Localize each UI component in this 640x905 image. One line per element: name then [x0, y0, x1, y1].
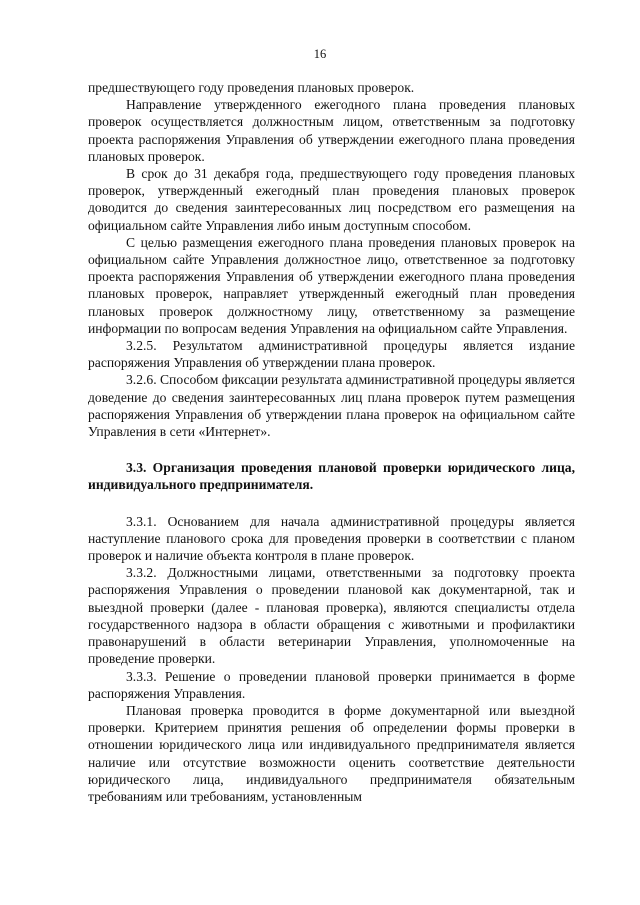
paragraph: 3.3.2. Должностными лицами, ответственными за подготовку проекта распоряжения Управления о проведении плановой как документарной, так и выездной проверки (далее - плановая проверка), являются специалисты отдела государственного надзора в области обращения с животными и профилактики правонарушений в области ветеринарии Управления, уполномоченные на проведение проверки.: [88, 565, 575, 667]
document-body: [88, 79, 575, 805]
paragraph: 3.2.5. Результатом административной процедуры является издание распоряжения Управления об утверждении плана проверок.: [88, 338, 575, 371]
paragraph: 3.2.6. Способом фиксации результата административной процедуры является доведение до сведения заинтересованных лиц плана проверок путем размещения распоряжения Управления об утверждении плана проверок на официальном сайте Управления в сети «Интернет».: [88, 372, 575, 440]
paragraph: В срок до 31 декабря года, предшествующего году проведения плановых проверок, утвержденный ежегодный план проведения плановых проверок доводится до сведения заинтересованных лиц посредством его размещения на официальном сайте Управления либо иным доступным способом.: [88, 166, 575, 233]
paragraph: Плановая проверка проводится в форме документарной или выездной проверки. Критерием принятия решения об определении формы проверки в отношении юридического лица или индивидуального предпринимателя является наличие или отсутствие возможности оценить соответствие деятельности юридического лица, индивидуального предпринимателя обязательным требованиям или требованиям, установленным: [88, 702, 575, 804]
paragraph: Направление утвержденного ежегодного плана проведения плановых проверок осуществляется должностным лицом, ответственным за подготовку проекта распоряжения Управления об утверждении ежегодного плана проведения плановых проверок.: [88, 97, 575, 164]
paragraph: С целью размещения ежегодного плана проведения плановых проверок на официальном сайте Управления должностное лицо, ответственное за подготовку проекта распоряжения Управления об утверждении ежегодного плана проведения плановых проверок, направляет утвержденный ежегодный план проведения плановых проверок должностному лицу, ответственному за размещение информации по вопросам ведения Управления на официальном сайте Управления.: [88, 234, 575, 336]
paragraph: 3.3.1. Основанием для начала административной процедуры является наступление планового срока для проведения проверки в соответствии с планом проверок и наличие объекта контроля в плане проверок.: [88, 513, 575, 564]
section-heading: 3.3. Организация проведения плановой проверки юридического лица, индивидуального предпринимателя.: [88, 460, 575, 493]
paragraph: предшествующего году проведения плановых проверок.: [88, 80, 415, 95]
page-number: 16: [313, 47, 327, 61]
paragraph: 3.3.3. Решение о проведении плановой проверки принимается в форме распоряжения Управления.: [88, 668, 575, 701]
